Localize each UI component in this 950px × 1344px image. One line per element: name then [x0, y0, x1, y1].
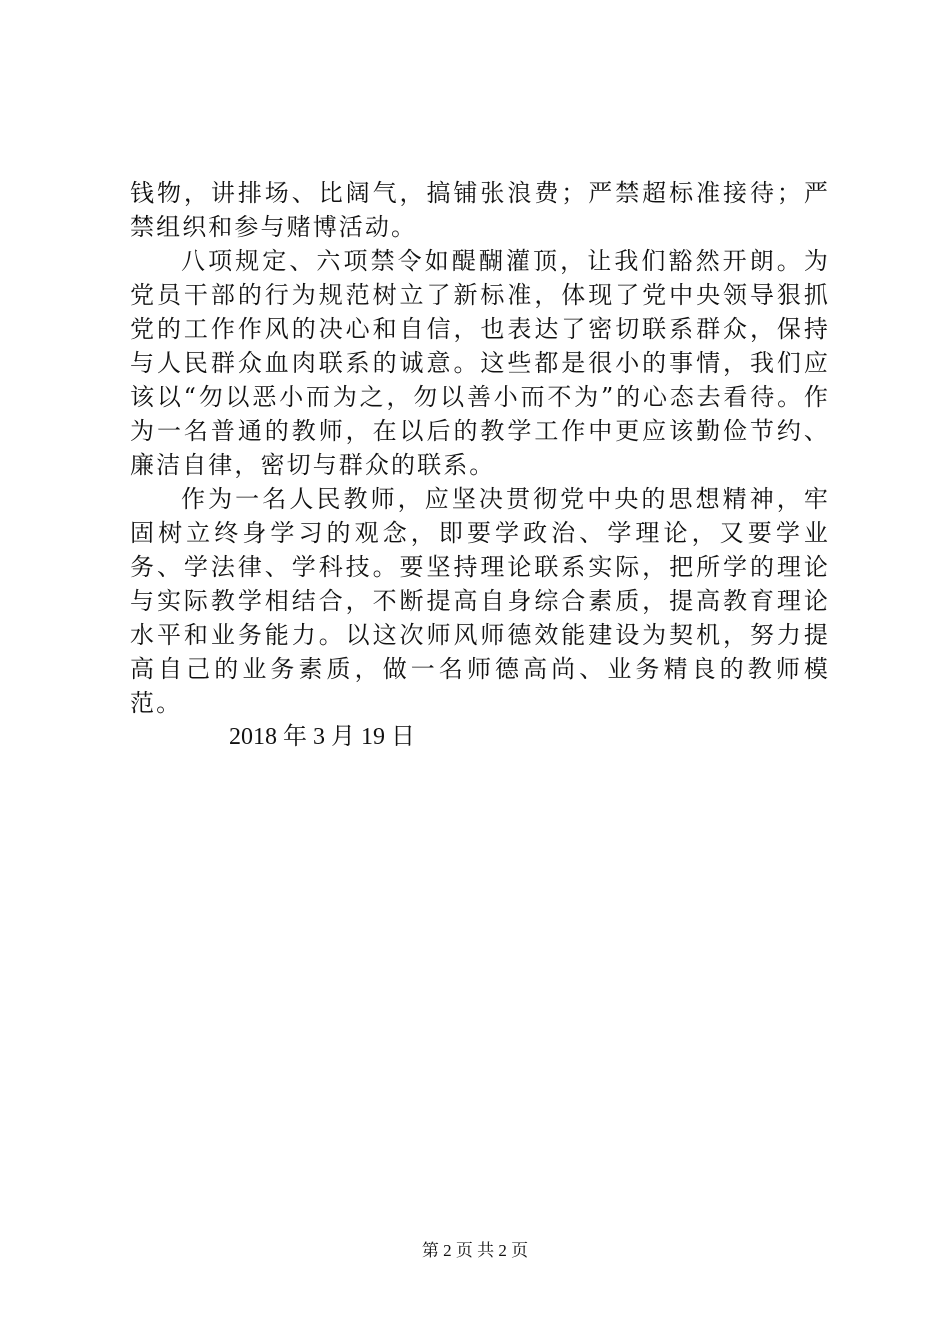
- date-line: 2018 年 3 月 19 日: [229, 724, 415, 750]
- paragraph-eight-rules: 八项规定、六项禁令如醍醐灌顶，让我们豁然开朗。为党员干部的行为规范树立了新标准，体现了党中央领导狠抓党的工作作风的决心和自信，也表达了密切联系群众，保持与人民群众血肉联系的诚意。这些都是很小的事情，我们应该以“勿以恶小而为之，勿以善小而不为”的心态去看待。作为一名普通的教师，在以后的教学工作中更应该勤俭节约、廉洁自律，密切与群众的联系。: [130, 247, 830, 479]
- document-body: [130, 176, 830, 754]
- paragraph-continuation: 钱物，讲排场、比阔气，搞铺张浪费；严禁超标准接待；严禁组织和参与赌博活动。: [130, 179, 830, 241]
- paragraph-teacher: 作为一名人民教师，应坚决贯彻党中央的思想精神，牢固树立终身学习的观念，即要学政治、学理论，又要学业务、学法律、学科技。要坚持理论联系实际，把所学的理论与实际教学相结合，不断提高自身综合素质，提高教育理论水平和业务能力。以这次师风师德效能建设为契机，努力提高自己的业务素质，做一名师德高尚、业务精良的教师模范。: [130, 485, 830, 717]
- page-footer: 第 2 页 共 2 页: [421, 1241, 529, 1260]
